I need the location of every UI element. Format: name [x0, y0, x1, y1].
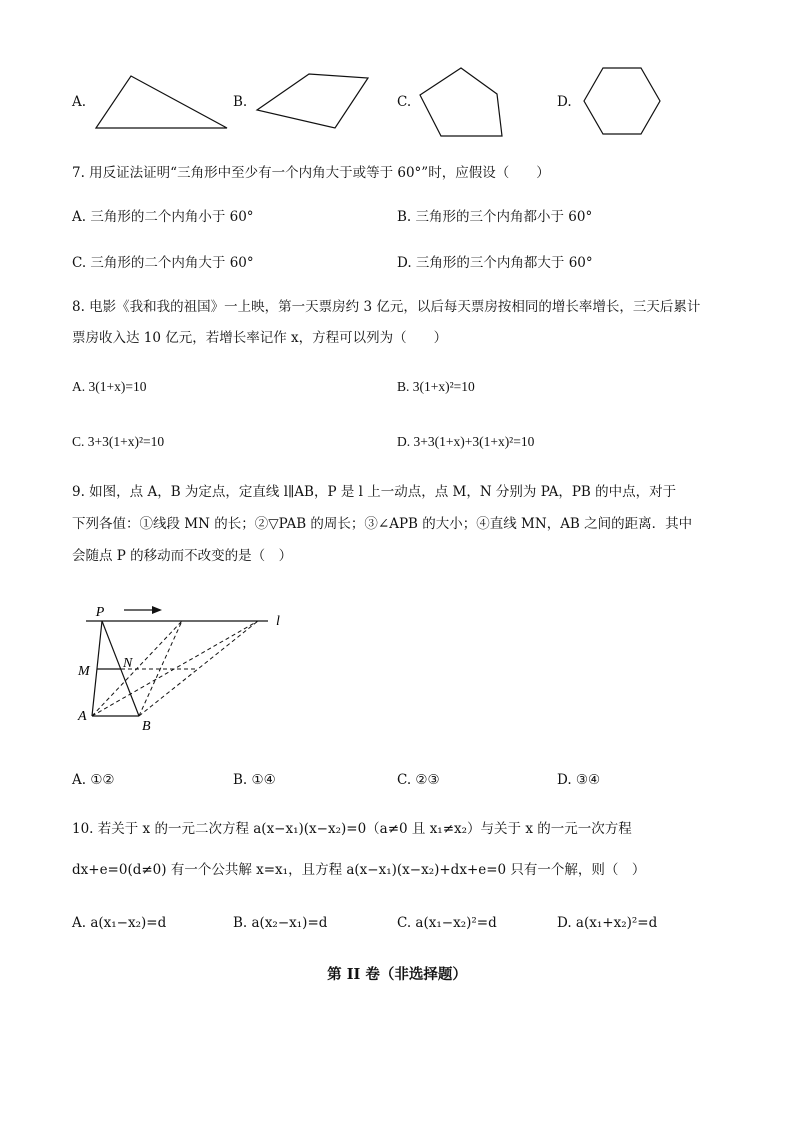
q8-option-c: C. 3+3(1+x)²=10: [72, 434, 165, 449]
q9-label-m: M: [78, 664, 90, 679]
q7-option-c: C. 三角形的二个内角大于 60°: [72, 255, 254, 271]
q10-stem-line2: dx+e=0(d≠0) 有一个公共解 x=x₁，且方程 a(x−x₁)(x−x₂)+dx+e=0 只有一个解，则（ ）: [72, 862, 646, 878]
q10-option-c: C. a(x₁−x₂)²=d: [397, 915, 497, 931]
q10-option-d: D. a(x₁+x₂)²=d: [557, 915, 658, 931]
q9-option-d: D. ③④: [557, 772, 601, 788]
q10-stem-line1: 10. 若关于 x 的一元二次方程 a(x−x₁)(x−x₂)=0（a≠0 且 x₁≠x₂）与关于 x 的一元一次方程: [72, 821, 632, 837]
q9-label-b: B: [142, 719, 151, 734]
q8-option-b: B. 3(1+x)²=10: [397, 379, 475, 394]
q7-option-d: D. 三角形的三个内角都大于 60°: [397, 255, 593, 271]
q9-stem-line1: 9. 如图，点 A，B 为定点，定直线 l∥AB，P 是 l 上一动点，点 M，N 分别为 PA，PB 的中点，对于: [72, 484, 677, 500]
q9-option-b: B. ①④: [233, 772, 276, 788]
q7-stem: 7. 用反证法证明“三角形中至少有一个内角大于或等于 60°”时，应假设（ ）: [72, 165, 550, 181]
q8-option-a: A. 3(1+x)=10: [72, 379, 147, 394]
q9-label-p: P: [95, 605, 105, 620]
q10-option-a: A. a(x₁−x₂)=d: [72, 915, 167, 931]
q8-stem-line2: 票房收入达 10 亿元，若增长率记作 x，方程可以列为（ ）: [72, 330, 448, 346]
q6-option-a-letter: A.: [72, 94, 87, 110]
section-title: 第 II 卷（非选择题）: [327, 966, 467, 983]
q6-option-b-letter: B.: [233, 94, 248, 110]
q9-option-a: A. ①②: [72, 772, 115, 788]
q9-stem-line2: 下列各值：①线段 MN 的长；②▽PAB 的周长；③∠APB 的大小；④直线 MN，AB 之间的距离．其中: [72, 516, 693, 532]
q9-label-a: A: [78, 709, 87, 724]
q10-option-b: B. a(x₂−x₁)=d: [233, 915, 328, 931]
q6-option-d-letter: D.: [557, 94, 572, 110]
q9-option-c: C. ②③: [397, 772, 440, 788]
q9-label-l: l: [276, 614, 280, 629]
q6-option-c-letter: C.: [397, 94, 412, 110]
q8-option-d: D. 3+3(1+x)+3(1+x)²=10: [397, 434, 535, 449]
q7-option-b: B. 三角形的三个内角都小于 60°: [397, 209, 593, 225]
q9-label-n: N: [123, 656, 133, 671]
q7-option-a: A. 三角形的二个内角小于 60°: [72, 209, 254, 225]
q8-stem-line1: 8. 电影《我和我的祖国》一上映，第一天票房约 3 亿元，以后每天票房按相同的增长率增长，三天后累计: [72, 299, 701, 315]
q9-stem-line3: 会随点 P 的移动而不改变的是（ ）: [72, 548, 293, 564]
